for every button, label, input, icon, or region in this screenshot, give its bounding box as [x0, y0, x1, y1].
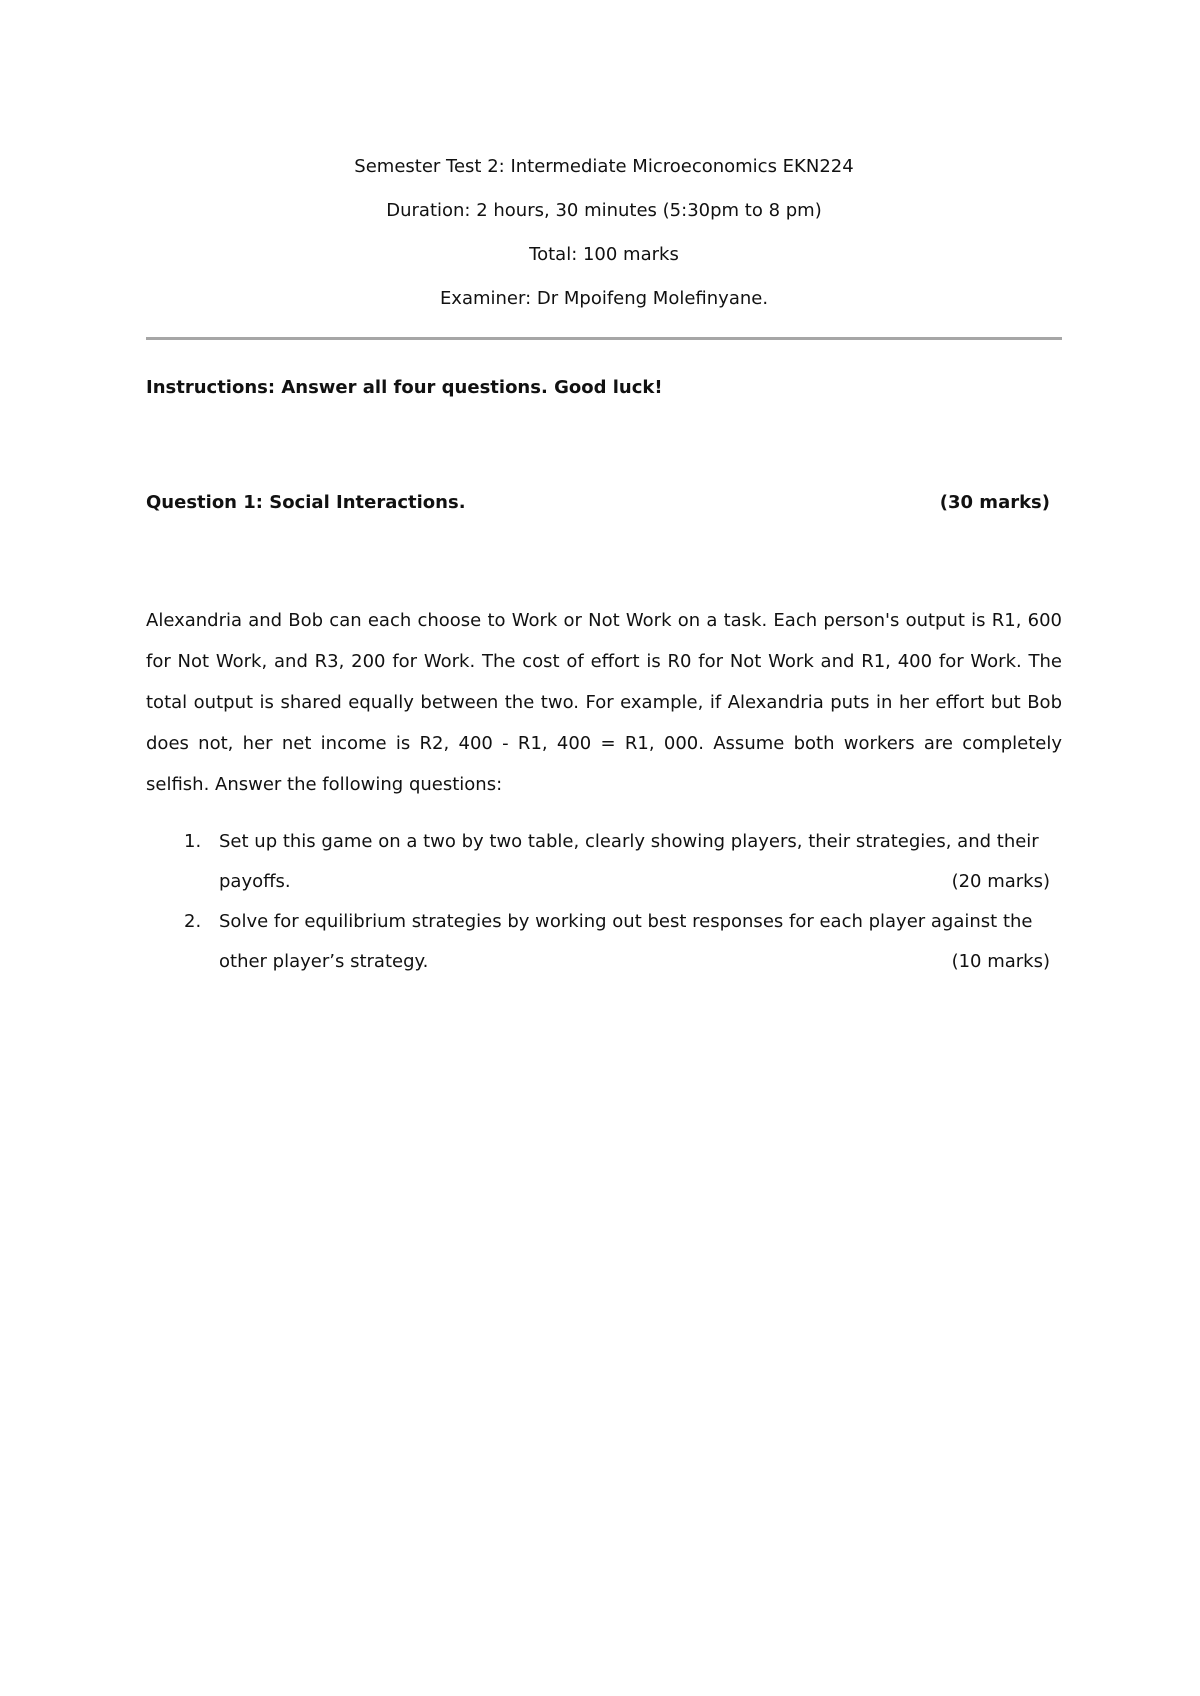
part-number: 1. [184, 831, 202, 852]
question-1-body: Alexandria and Bob can each choose to Work or Not Work on a task. Each person's output is R1, 600 for Not Work, and R3, 200 for Work. The cost of effort is R0 for Not Work and R1, 400 for Work. The total output is shared equally between the two. For example, if Alexandria puts in her effort but Bob does not, her net income is R2, 400 - R1, 400 = R1, 000. Assume both workers are completely selfish. Answer the following questions: [146, 610, 1062, 795]
exam-examiner: Examiner: Dr Mpoifeng Molefinyane. [439, 288, 769, 309]
exam-header [146, 145, 1062, 321]
part-text: Solve for equilibrium strategies by working out best responses for each player against the [219, 911, 1033, 932]
part-last-line [219, 862, 1062, 902]
part-text: Set up this game on a two by two table, clearly showing players, their strategies, and their [219, 831, 1039, 852]
exam-duration: Duration: 2 hours, 30 minutes (5:30pm to 8 pm) [386, 200, 822, 221]
part-text-end: other player’s strategy. [219, 951, 429, 972]
question-1-parts [146, 822, 1062, 982]
question-1-title: Question 1: Social Interactions. [146, 492, 466, 513]
header-divider [146, 337, 1062, 340]
question-1-heading [146, 492, 1050, 513]
exam-instructions: Instructions: Answer all four questions. Good luck! [146, 377, 663, 398]
part-text-end: payoffs. [219, 871, 291, 892]
exam-title: Semester Test 2: Intermediate Microeconomics EKN224 [354, 156, 854, 177]
part-number: 2. [184, 911, 202, 932]
question-1-marks: (30 marks) [939, 492, 1050, 513]
exam-total-marks: Total: 100 marks [529, 244, 679, 265]
part-marks: (20 marks) [951, 871, 1050, 892]
part-marks: (10 marks) [951, 951, 1050, 972]
question-1-part-2 [146, 902, 1062, 982]
part-last-line [219, 942, 1062, 982]
question-1-part-1 [146, 822, 1062, 902]
